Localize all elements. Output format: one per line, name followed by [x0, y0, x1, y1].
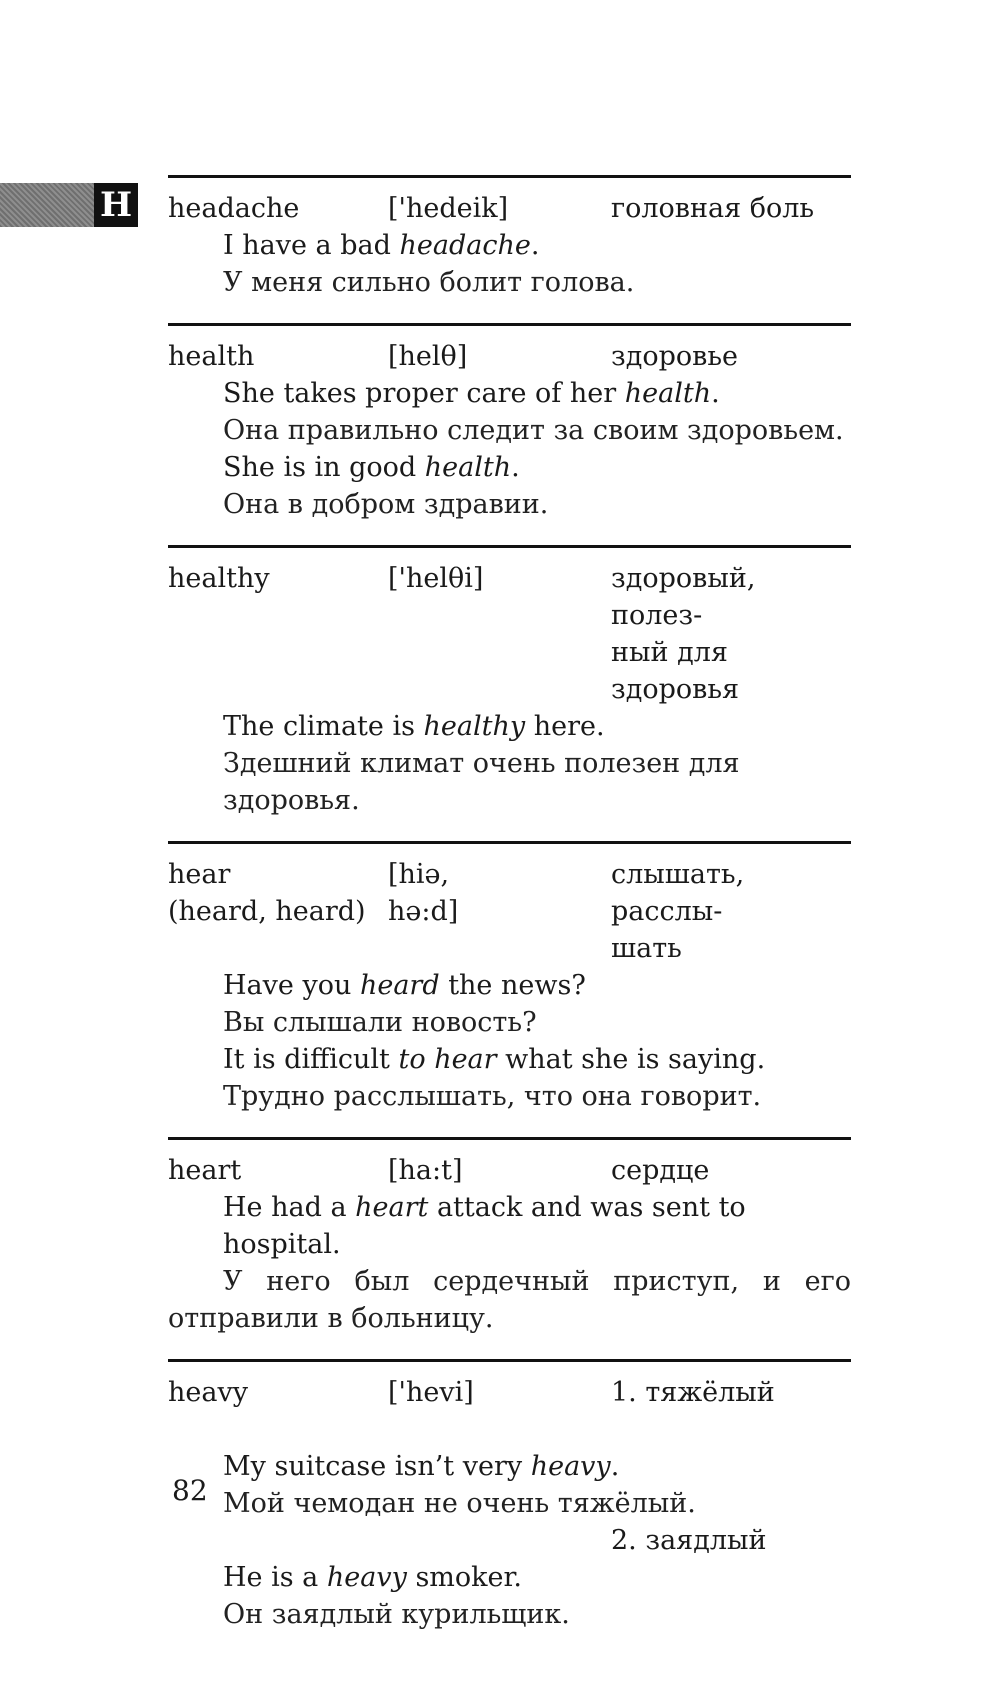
meaning: здоровье — [611, 341, 739, 372]
example-ru: Он заядлый курильщик. — [223, 1599, 570, 1630]
entry-header — [168, 856, 851, 967]
example-en: My suitcase isn’t very heavy. — [223, 1451, 620, 1482]
word-forms: (heard, heard) — [168, 896, 366, 927]
headword: healthy — [168, 563, 270, 594]
example-ru: Трудно расслышать, что она говорит. — [223, 1081, 762, 1112]
spacer — [168, 1411, 851, 1448]
dictionary-entry-heart — [168, 1137, 851, 1345]
dictionary-entry-hear — [168, 841, 851, 1123]
meaning: сердце — [611, 1155, 710, 1186]
example-en: He is a heavy smoker. — [223, 1562, 523, 1593]
dictionary-entry-health — [168, 323, 851, 531]
section-letter: H — [94, 183, 138, 227]
headword: heart — [168, 1155, 242, 1186]
example-ru: Вы слышали новость? — [223, 1007, 537, 1038]
transcription-line: hə:d] — [388, 896, 459, 927]
example-ru: Она в добром здравии. — [223, 489, 549, 520]
headword-text: hear — [168, 859, 231, 890]
example-ru: У него был сердечный приступ, и его отправили в больницу. — [168, 1266, 851, 1334]
example-ru: Здешний климат очень полезен для здоровья. — [223, 748, 740, 816]
meaning-sense-2: 2. заядлый — [611, 1525, 767, 1556]
headword: health — [168, 341, 255, 372]
headword: headache — [168, 193, 300, 224]
meaning-line: шать — [611, 933, 682, 964]
dictionary-entry-heavy — [168, 1359, 851, 1641]
transcription: ['helθi] — [388, 563, 484, 594]
entry-header — [168, 190, 851, 227]
entry-header — [168, 338, 851, 375]
page-number: 82 — [172, 1474, 208, 1507]
dictionary-entry-healthy — [168, 545, 851, 827]
example-ru: У меня сильно болит голова. — [223, 267, 635, 298]
section-tab — [0, 183, 138, 227]
meaning: 1. тяжёлый — [611, 1377, 775, 1408]
meaning-line: ный для здоровья — [611, 637, 740, 705]
headword: heavy — [168, 1377, 248, 1408]
example-ru: Она правильно следит за своим здоровьем. — [223, 415, 844, 446]
meaning-line: слышать, расслы- — [611, 859, 745, 927]
example-en: I have a bad headache. — [223, 230, 540, 261]
example-en: It is difficult to hear what she is saying. — [223, 1044, 766, 1075]
example-en: He had a heart attack and was sent to hospital. — [223, 1192, 746, 1260]
transcription: [helθ] — [388, 341, 468, 372]
transcription: [ha:t] — [388, 1155, 463, 1186]
example-en: The climate is healthy here. — [223, 711, 605, 742]
meaning: головная боль — [611, 193, 815, 224]
example-en: Have you heard the news? — [223, 970, 586, 1001]
transcription: ['hedeik] — [388, 193, 509, 224]
meaning — [611, 856, 851, 967]
example-en: She is in good health. — [223, 452, 520, 483]
entry-header — [168, 560, 851, 708]
transcription-line: [hiə, — [388, 859, 450, 890]
meaning — [611, 560, 851, 708]
transcription: ['hevi] — [388, 1377, 474, 1408]
example-en: She takes proper care of her health. — [223, 378, 720, 409]
meaning-line: здоровый, полез- — [611, 563, 756, 631]
example-ru: Мой чемодан не очень тяжёлый. — [223, 1488, 696, 1519]
entry-header — [168, 1152, 851, 1189]
headword — [168, 856, 388, 967]
entry-header — [168, 1374, 851, 1411]
dictionary-page — [168, 175, 851, 1655]
transcription — [388, 856, 611, 967]
dictionary-entry-headache — [168, 175, 851, 309]
